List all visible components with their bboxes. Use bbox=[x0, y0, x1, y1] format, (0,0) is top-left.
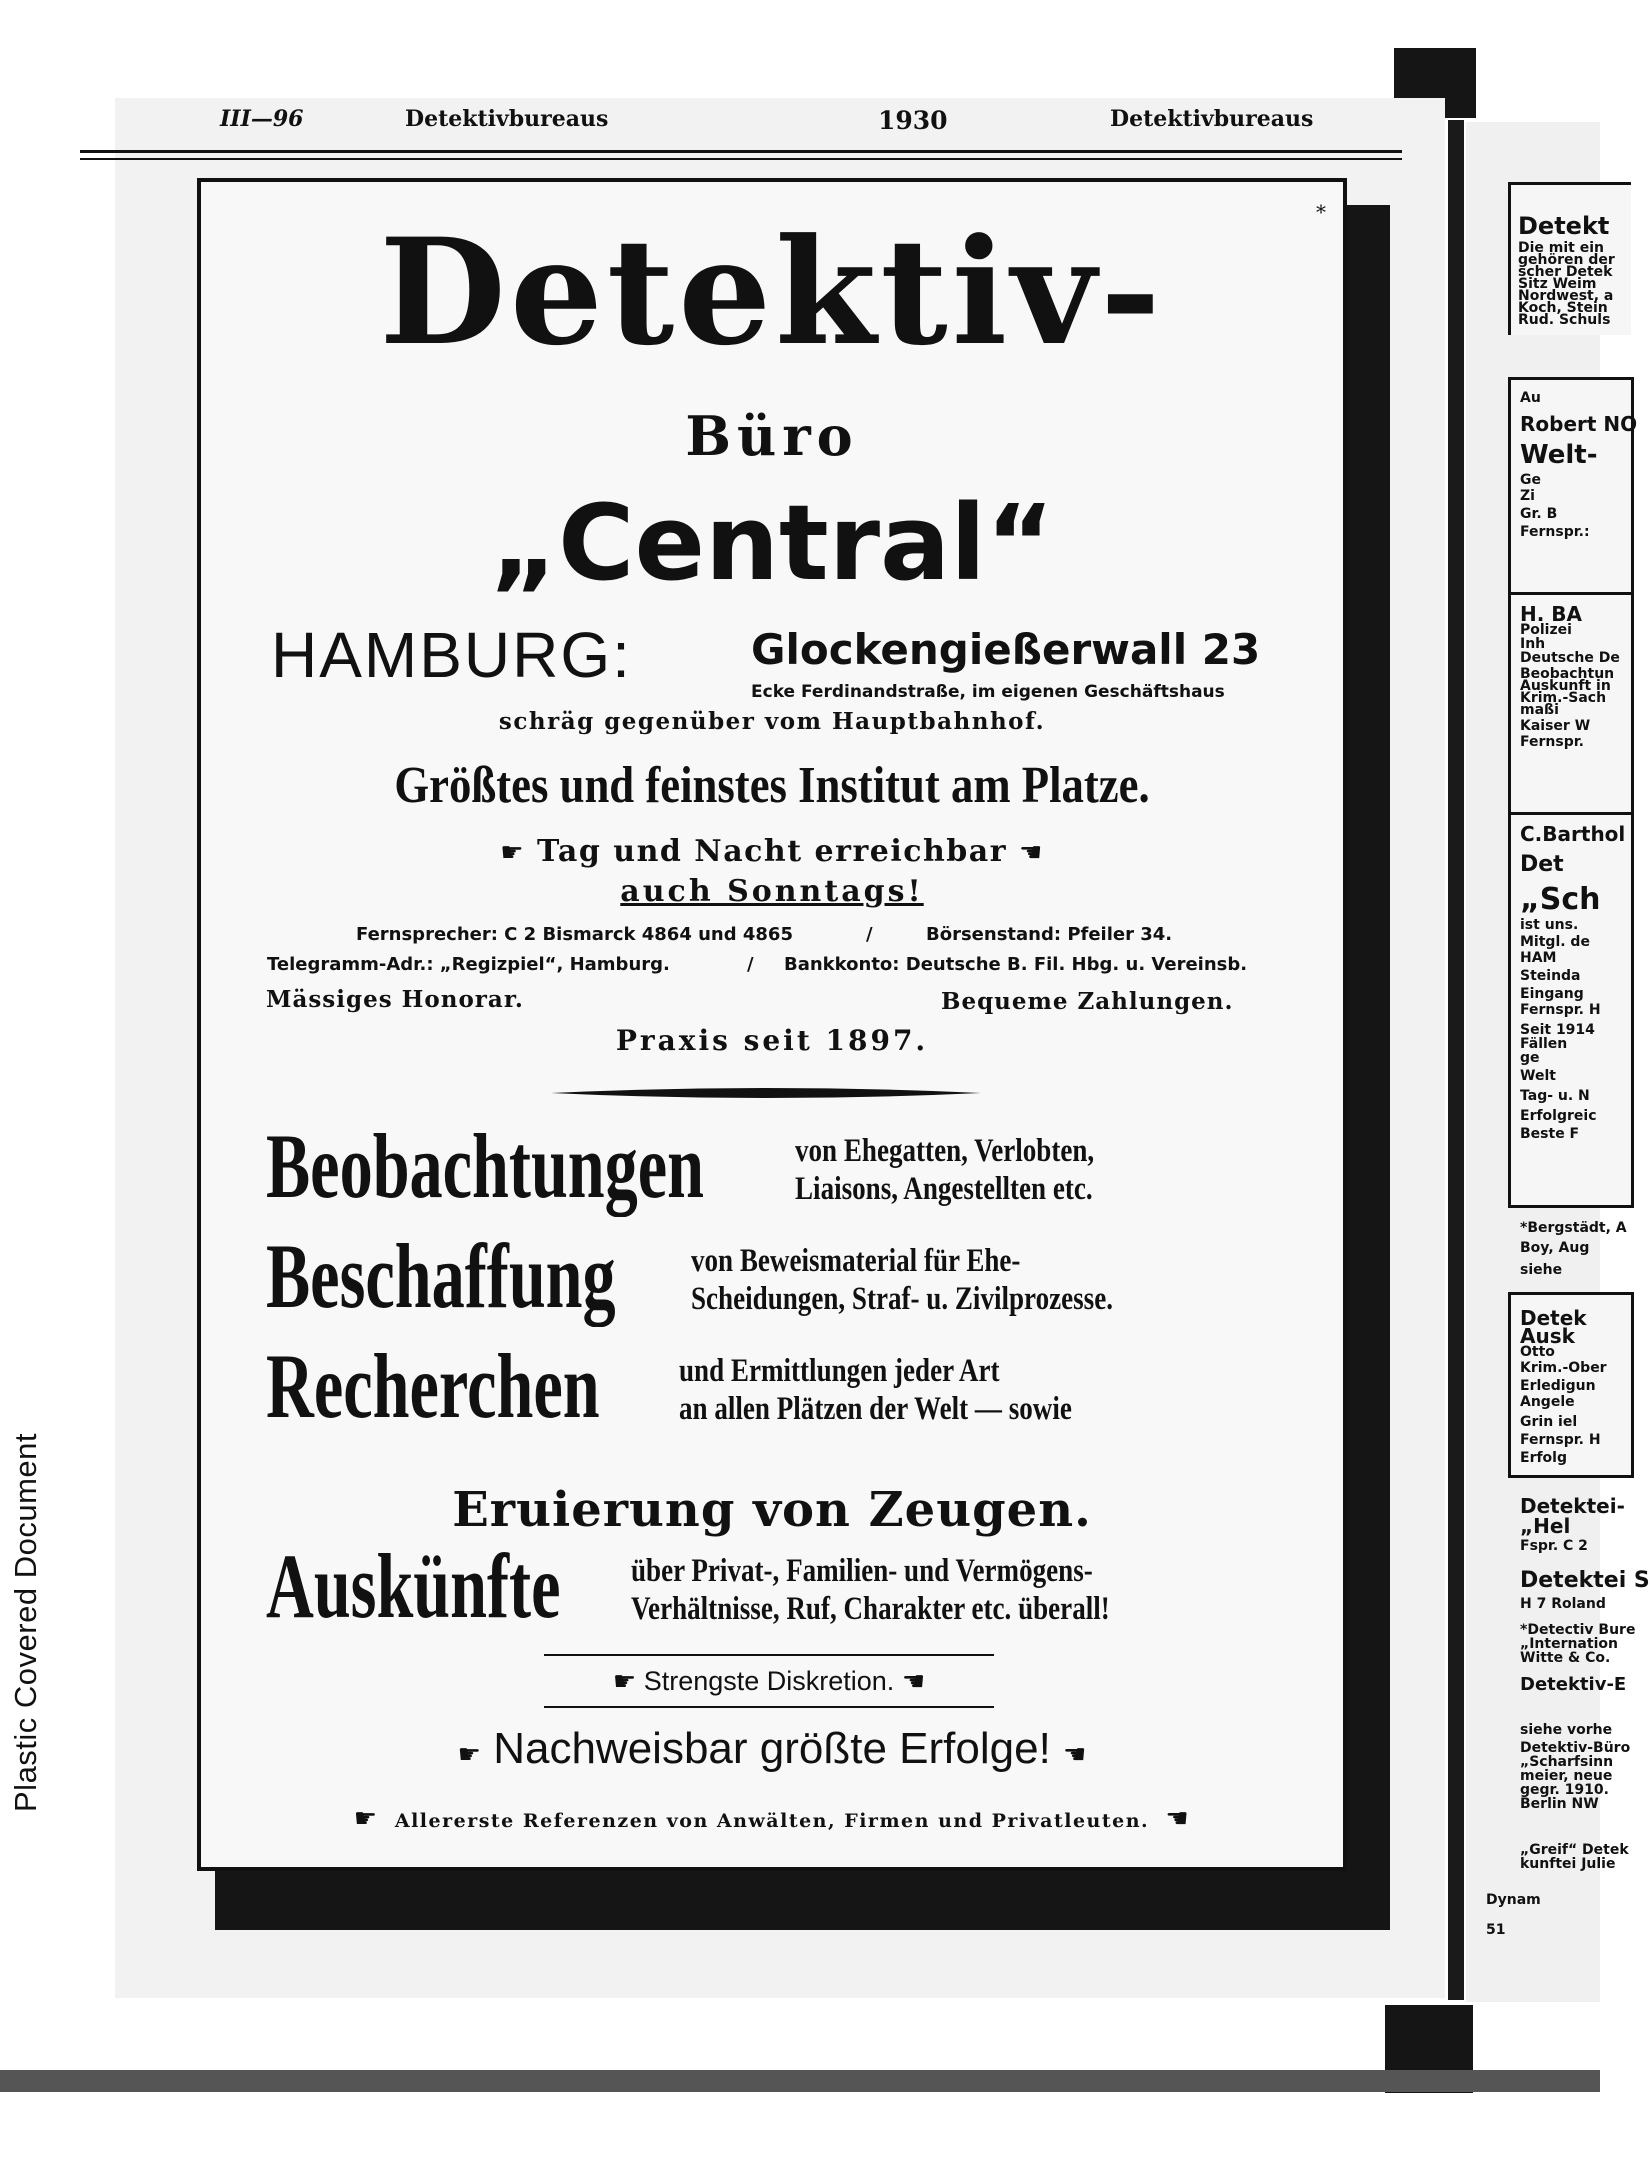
right-page-line: Steinda bbox=[1520, 968, 1581, 984]
right-page-line: Seit 1914 bbox=[1520, 1022, 1595, 1038]
ad-fee: Mässiges Honorar. bbox=[266, 986, 524, 1013]
right-page-line: Detek bbox=[1520, 1306, 1587, 1330]
ad-phone: Fernsprecher: C 2 Bismarck 4864 und 4865 bbox=[356, 924, 793, 945]
ad-exchange: Börsenstand: Pfeiler 34. bbox=[926, 924, 1173, 945]
right-page-line: gehören der bbox=[1518, 252, 1615, 268]
right-page-line: Robert NO bbox=[1520, 412, 1638, 436]
right-page-line: Rud. Schuls bbox=[1518, 312, 1611, 328]
right-page-line: *Bergstädt, A bbox=[1520, 1220, 1627, 1236]
right-page bbox=[1466, 122, 1650, 2002]
service-desc-information-1: über Privat-, Familien- und Vermögens- bbox=[631, 1553, 1093, 1589]
discretion-box bbox=[544, 1654, 994, 1708]
right-page-line: Erfolg bbox=[1520, 1450, 1567, 1466]
right-page-line: Witte & Co. bbox=[1520, 1650, 1611, 1666]
right-page-line: Ausk bbox=[1520, 1324, 1575, 1348]
right-page-line: Gr. B bbox=[1520, 506, 1558, 522]
right-page-line: Fällen bbox=[1520, 1036, 1568, 1052]
right-page-line: siehe bbox=[1520, 1262, 1563, 1278]
right-page-line: scher Detek bbox=[1518, 264, 1613, 280]
right-page-line: Mitgl. de bbox=[1520, 934, 1590, 950]
ad-telegram: Telegramm-Adr.: „Regizpiel“, Hamburg. bbox=[267, 954, 670, 975]
scan-bottom-band bbox=[0, 2070, 1600, 2092]
ad-name: „Central“ bbox=[489, 482, 1055, 604]
star-mark: * bbox=[1316, 200, 1326, 224]
right-page-line: Fspr. C 2 bbox=[1520, 1538, 1588, 1554]
right-page-line: „Scharfsinn bbox=[1520, 1754, 1614, 1770]
hand-pointing-left-icon: ☚ bbox=[901, 1667, 926, 1697]
right-page-line: Inh bbox=[1520, 636, 1546, 652]
right-page-line: Detektei S bbox=[1520, 1568, 1650, 1593]
header-year: 1930 bbox=[878, 106, 948, 135]
hand-pointing-right-icon: ☛ bbox=[353, 1804, 379, 1834]
right-page-line: Det bbox=[1520, 852, 1564, 877]
right-page-line: Sitz Weim bbox=[1518, 276, 1597, 292]
right-page-line: Fernspr. H bbox=[1520, 1432, 1601, 1448]
right-page-line: Koch, Stein bbox=[1518, 300, 1608, 316]
header-left-title: Detektivbureaus bbox=[405, 106, 609, 132]
right-page-line: Detekt bbox=[1518, 212, 1610, 240]
right-page-line: Erledigun bbox=[1520, 1378, 1596, 1394]
ad-references bbox=[201, 1804, 1343, 1834]
service-title-observations: Beobachtungen bbox=[266, 1115, 705, 1217]
hand-pointing-right-icon: ☛ bbox=[612, 1667, 637, 1697]
right-page-line: maßi bbox=[1520, 702, 1559, 718]
service-desc-research-1: und Ermittlungen jeder Art bbox=[679, 1353, 1000, 1389]
right-page-line: Eingang bbox=[1520, 986, 1584, 1002]
right-page-line: Au bbox=[1520, 390, 1541, 406]
right-page-line: Erfolgreic bbox=[1520, 1108, 1597, 1124]
right-page-line: Zi bbox=[1520, 488, 1535, 504]
right-page-line: Grin iel bbox=[1520, 1414, 1578, 1430]
page-gutter bbox=[1448, 120, 1464, 2000]
service-desc-observations-1: von Ehegatten, Verlobten, bbox=[795, 1133, 1095, 1169]
service-title-procurement: Beschaffung bbox=[266, 1225, 616, 1327]
availability-text: Tag und Nacht erreichbar bbox=[536, 834, 1008, 869]
right-page-line: Polizei bbox=[1520, 622, 1572, 638]
success-text: Nachweisbar größte Erfolge! bbox=[493, 1724, 1051, 1773]
header-rule bbox=[80, 150, 1402, 153]
right-page-line: 51 bbox=[1486, 1922, 1506, 1938]
right-page-line: „Internation bbox=[1520, 1636, 1618, 1652]
ad-payment: Bequeme Zahlungen. bbox=[941, 988, 1234, 1015]
advertisement bbox=[197, 178, 1347, 1871]
service-desc-research-2: an allen Plätzen der Welt — sowie bbox=[679, 1391, 1072, 1427]
right-page-line: Fernspr. H bbox=[1520, 1002, 1601, 1018]
hand-pointing-left-icon: ☚ bbox=[1018, 838, 1044, 868]
ad-bank: Bankkonto: Deutsche B. Fil. Hbg. u. Vereinsb. bbox=[784, 954, 1248, 975]
right-page-line: Tag- u. N bbox=[1520, 1088, 1590, 1104]
right-page-line: „Hel bbox=[1520, 1514, 1571, 1538]
side-label: Plastic Covered Document bbox=[8, 1433, 43, 1812]
right-page-line: Fernspr.: bbox=[1520, 524, 1590, 540]
ad-witnesses: Eruierung von Zeugen. bbox=[452, 1482, 1092, 1538]
right-page-line: *Detectiv Bure bbox=[1520, 1622, 1636, 1638]
service-desc-procurement-1: von Beweismaterial für Ehe- bbox=[691, 1243, 1021, 1279]
hand-pointing-right-icon: ☛ bbox=[500, 838, 525, 868]
service-desc-information-2: Verhältnisse, Ruf, Charakter etc. überall! bbox=[631, 1591, 1110, 1627]
ad-availability bbox=[201, 834, 1343, 869]
hand-pointing-left-icon: ☚ bbox=[1165, 1804, 1191, 1834]
right-page-line: siehe vorhe bbox=[1520, 1722, 1613, 1738]
right-page-line: Fernspr. bbox=[1520, 734, 1584, 750]
right-page-line: Angele bbox=[1520, 1394, 1575, 1410]
right-page-line: kunftei Julie bbox=[1520, 1856, 1616, 1872]
right-page-line: H. BA bbox=[1520, 602, 1583, 626]
right-page-line: Krim.-Ober bbox=[1520, 1360, 1607, 1376]
ad-corner: Ecke Ferdinandstraße, im eigenen Geschäftshaus bbox=[751, 682, 1225, 702]
right-page-line: Krim.-Sach bbox=[1520, 690, 1607, 706]
discretion-text: Strengste Diskretion. bbox=[643, 1666, 895, 1696]
right-page-line: ist uns. bbox=[1520, 917, 1579, 933]
right-page-line: Dynam bbox=[1486, 1892, 1541, 1908]
right-page-line: Die mit ein bbox=[1518, 240, 1605, 256]
ad-subtitle: Büro bbox=[685, 404, 859, 468]
service-title-information: Auskünfte bbox=[266, 1535, 561, 1637]
ad-city: HAMBURG: bbox=[271, 619, 632, 691]
ad-sundays: auch Sonntags! bbox=[620, 874, 924, 909]
right-page-line: Detektiv-Büro bbox=[1520, 1740, 1631, 1756]
separator: / bbox=[866, 924, 873, 945]
hand-pointing-right-icon: ☛ bbox=[457, 1740, 481, 1770]
page-header bbox=[210, 98, 1510, 138]
decorative-swash bbox=[551, 1087, 981, 1099]
ad-title: Detektiv- bbox=[379, 207, 1165, 378]
ad-claim: Größtes und feinstes Institut am Platze. bbox=[394, 757, 1150, 814]
service-desc-observations-2: Liaisons, Angestellten etc. bbox=[795, 1171, 1093, 1207]
right-page-line: Beste F bbox=[1520, 1126, 1580, 1142]
ad-success bbox=[201, 1724, 1343, 1774]
right-page-line: Otto bbox=[1520, 1344, 1555, 1360]
right-page-line: Beobachtun bbox=[1520, 666, 1615, 682]
right-page-line: H 7 Roland bbox=[1520, 1596, 1606, 1612]
right-page-line: Nordwest, a bbox=[1518, 288, 1614, 304]
right-page-line: „Sch bbox=[1520, 882, 1601, 917]
right-page-line: Ge bbox=[1520, 472, 1541, 488]
page-ref: III—96 bbox=[220, 106, 304, 132]
right-page-line: Boy, Aug bbox=[1520, 1240, 1590, 1256]
ad-street: Glockengießerwall 23 bbox=[751, 625, 1261, 674]
right-page-line: Kaiser W bbox=[1520, 718, 1591, 734]
header-right-title: Detektivbureaus bbox=[1110, 106, 1314, 132]
right-page-line: Detektei- bbox=[1520, 1494, 1625, 1518]
service-desc-procurement-2: Scheidungen, Straf- u. Zivilprozesse. bbox=[691, 1281, 1113, 1317]
right-page-line: HAM bbox=[1520, 950, 1557, 966]
header-rule-thin bbox=[80, 158, 1402, 160]
right-page-line: C.Barthol bbox=[1520, 822, 1626, 846]
right-page-line: Welt- bbox=[1520, 440, 1598, 470]
right-page-line: Welt bbox=[1520, 1068, 1556, 1084]
references-text: Allererste Referenzen von Anwälten, Firmen und Privatleuten. bbox=[394, 1810, 1150, 1832]
right-page-line: Detektiv-E bbox=[1520, 1674, 1627, 1695]
service-title-research: Recherchen bbox=[266, 1335, 600, 1437]
right-page-line: Berlin NW bbox=[1520, 1796, 1599, 1812]
ad-opposite: schräg gegenüber vom Hauptbahnhof. bbox=[498, 708, 1046, 735]
ad-since: Praxis seit 1897. bbox=[615, 1024, 929, 1057]
right-page-line: ge bbox=[1520, 1050, 1540, 1066]
right-page-line: gegr. 1910. bbox=[1520, 1782, 1609, 1798]
right-page-line: Auskunft in bbox=[1520, 678, 1611, 694]
right-page-line: „Greif“ Detek bbox=[1520, 1842, 1629, 1858]
right-page-line: meier, neue bbox=[1520, 1768, 1613, 1784]
separator: / bbox=[747, 954, 754, 975]
hand-pointing-left-icon: ☚ bbox=[1063, 1740, 1087, 1770]
right-page-line: Deutsche De bbox=[1520, 650, 1620, 666]
